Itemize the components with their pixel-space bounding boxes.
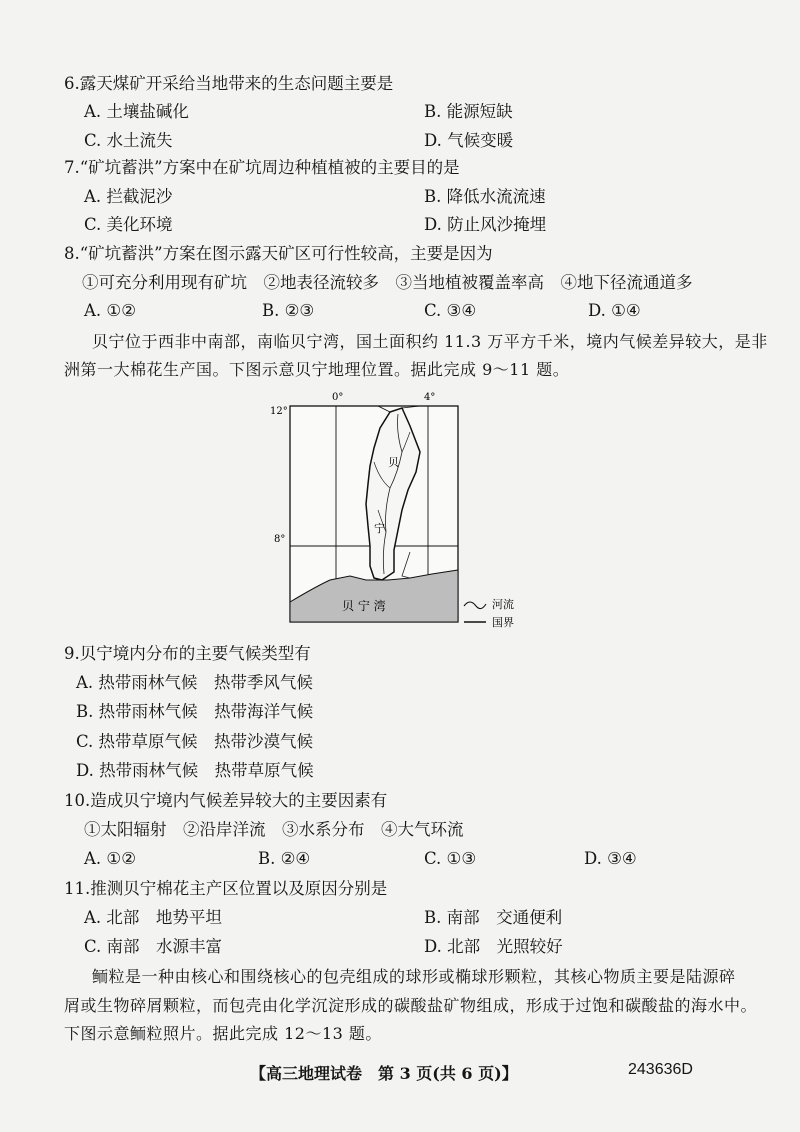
intro-oolite-line3: 下图示意鲕粒照片。据此完成 12～13 题。 <box>64 1024 382 1043</box>
q10-option-c: C. ①③ <box>424 849 477 868</box>
q7-stem: 7.“矿坑蓄洪”方案中在矿坑周边种植植被的主要目的是 <box>64 158 460 177</box>
intro-oolite-line2: 屑或生物碎屑颗粒，而包壳由化学沉淀形成的碳酸盐矿物组成，形成于过饱和碳酸盐的海水中。 <box>64 996 758 1015</box>
q10-stem: 10.造成贝宁境内气候差异较大的主要因素有 <box>64 791 388 810</box>
q8-option-d: D. ①④ <box>588 301 641 320</box>
q7-option-d: D. 防止风沙掩埋 <box>424 215 547 234</box>
label-lat12: 12° <box>270 406 288 417</box>
q6-stem: 6.露天煤矿开采给当地带来的生态问题主要是 <box>64 74 394 93</box>
label-ning: 宁 <box>374 522 385 535</box>
label-bay: 贝 宁 湾 <box>342 599 386 613</box>
q8-option-a: A. ①② <box>84 301 136 320</box>
q11-stem: 11.推测贝宁棉花主产区位置以及原因分别是 <box>64 879 388 898</box>
intro-benin-line1: 贝宁位于西非中南部，南临贝宁湾，国土面积约 11.3 万平方千米，境内气候差异较大，是非 <box>92 332 768 351</box>
label-bei: 贝 <box>388 456 399 469</box>
label-lon4: 4° <box>424 392 436 403</box>
q7-option-b: B. 降低水流流速 <box>424 187 546 206</box>
label-lon0: 0° <box>332 392 344 403</box>
q6-option-b: B. 能源短缺 <box>424 102 513 121</box>
legend-river-label: 河流 <box>492 598 514 611</box>
footer-code: 243636D <box>628 1061 693 1078</box>
q9-option-b: B. 热带雨林气候 热带海洋气候 <box>76 702 314 721</box>
q8-stem: 8.“矿坑蓄洪”方案在图示露天矿区可行性较高，主要是因为 <box>64 244 493 263</box>
q8-statements: ①可充分利用现有矿坑 ②地表径流较多 ③当地植被覆盖率高 ④地下径流通道多 <box>82 273 693 292</box>
q10-option-b: B. ②④ <box>258 849 311 868</box>
q11-option-c: C. 南部 水源丰富 <box>84 937 223 956</box>
q11-option-d: D. 北部 光照较好 <box>424 937 563 956</box>
q11-option-b: B. 南部 交通便利 <box>424 908 563 927</box>
q10-statements: ①太阳辐射 ②沿岸洋流 ③水系分布 ④大气环流 <box>84 820 464 839</box>
q8-option-c: C. ③④ <box>424 301 477 320</box>
q6-option-a: A. 土壤盐碱化 <box>84 102 189 121</box>
q7-option-c: C. 美化环境 <box>84 215 173 234</box>
legend-border-label: 国界 <box>492 616 514 629</box>
q6-option-c: C. 水土流失 <box>84 131 173 150</box>
q9-option-a: A. 热带雨林气候 热带季风气候 <box>76 673 313 692</box>
q8-option-b: B. ②③ <box>262 301 315 320</box>
q9-option-d: D. 热带雨林气候 热带草原气候 <box>76 761 314 780</box>
benin-location-map <box>270 392 550 632</box>
q10-option-a: A. ①② <box>84 849 136 868</box>
q7-option-a: A. 拦截泥沙 <box>84 187 173 206</box>
q10-option-d: D. ③④ <box>584 849 637 868</box>
q11-option-a: A. 北部 地势平坦 <box>84 908 222 927</box>
intro-oolite-line1: 鲕粒是一种由核心和围绕核心的包壳组成的球形或椭球形颗粒，其核心物质主要是陆源碎 <box>92 967 736 986</box>
q6-option-d: D. 气候变暖 <box>424 131 514 150</box>
intro-benin-line2: 洲第一大棉花生产国。下图示意贝宁地理位置。据此完成 9～11 题。 <box>64 360 570 379</box>
q9-stem: 9.贝宁境内分布的主要气候类型有 <box>64 644 311 663</box>
legend-river-symbol <box>464 602 486 609</box>
q9-option-c: C. 热带草原气候 热带沙漠气候 <box>76 732 314 751</box>
footer-title: 【高三地理试卷 第 3 页(共 6 页)】 <box>250 1064 518 1083</box>
label-lat8: 8° <box>274 534 286 545</box>
